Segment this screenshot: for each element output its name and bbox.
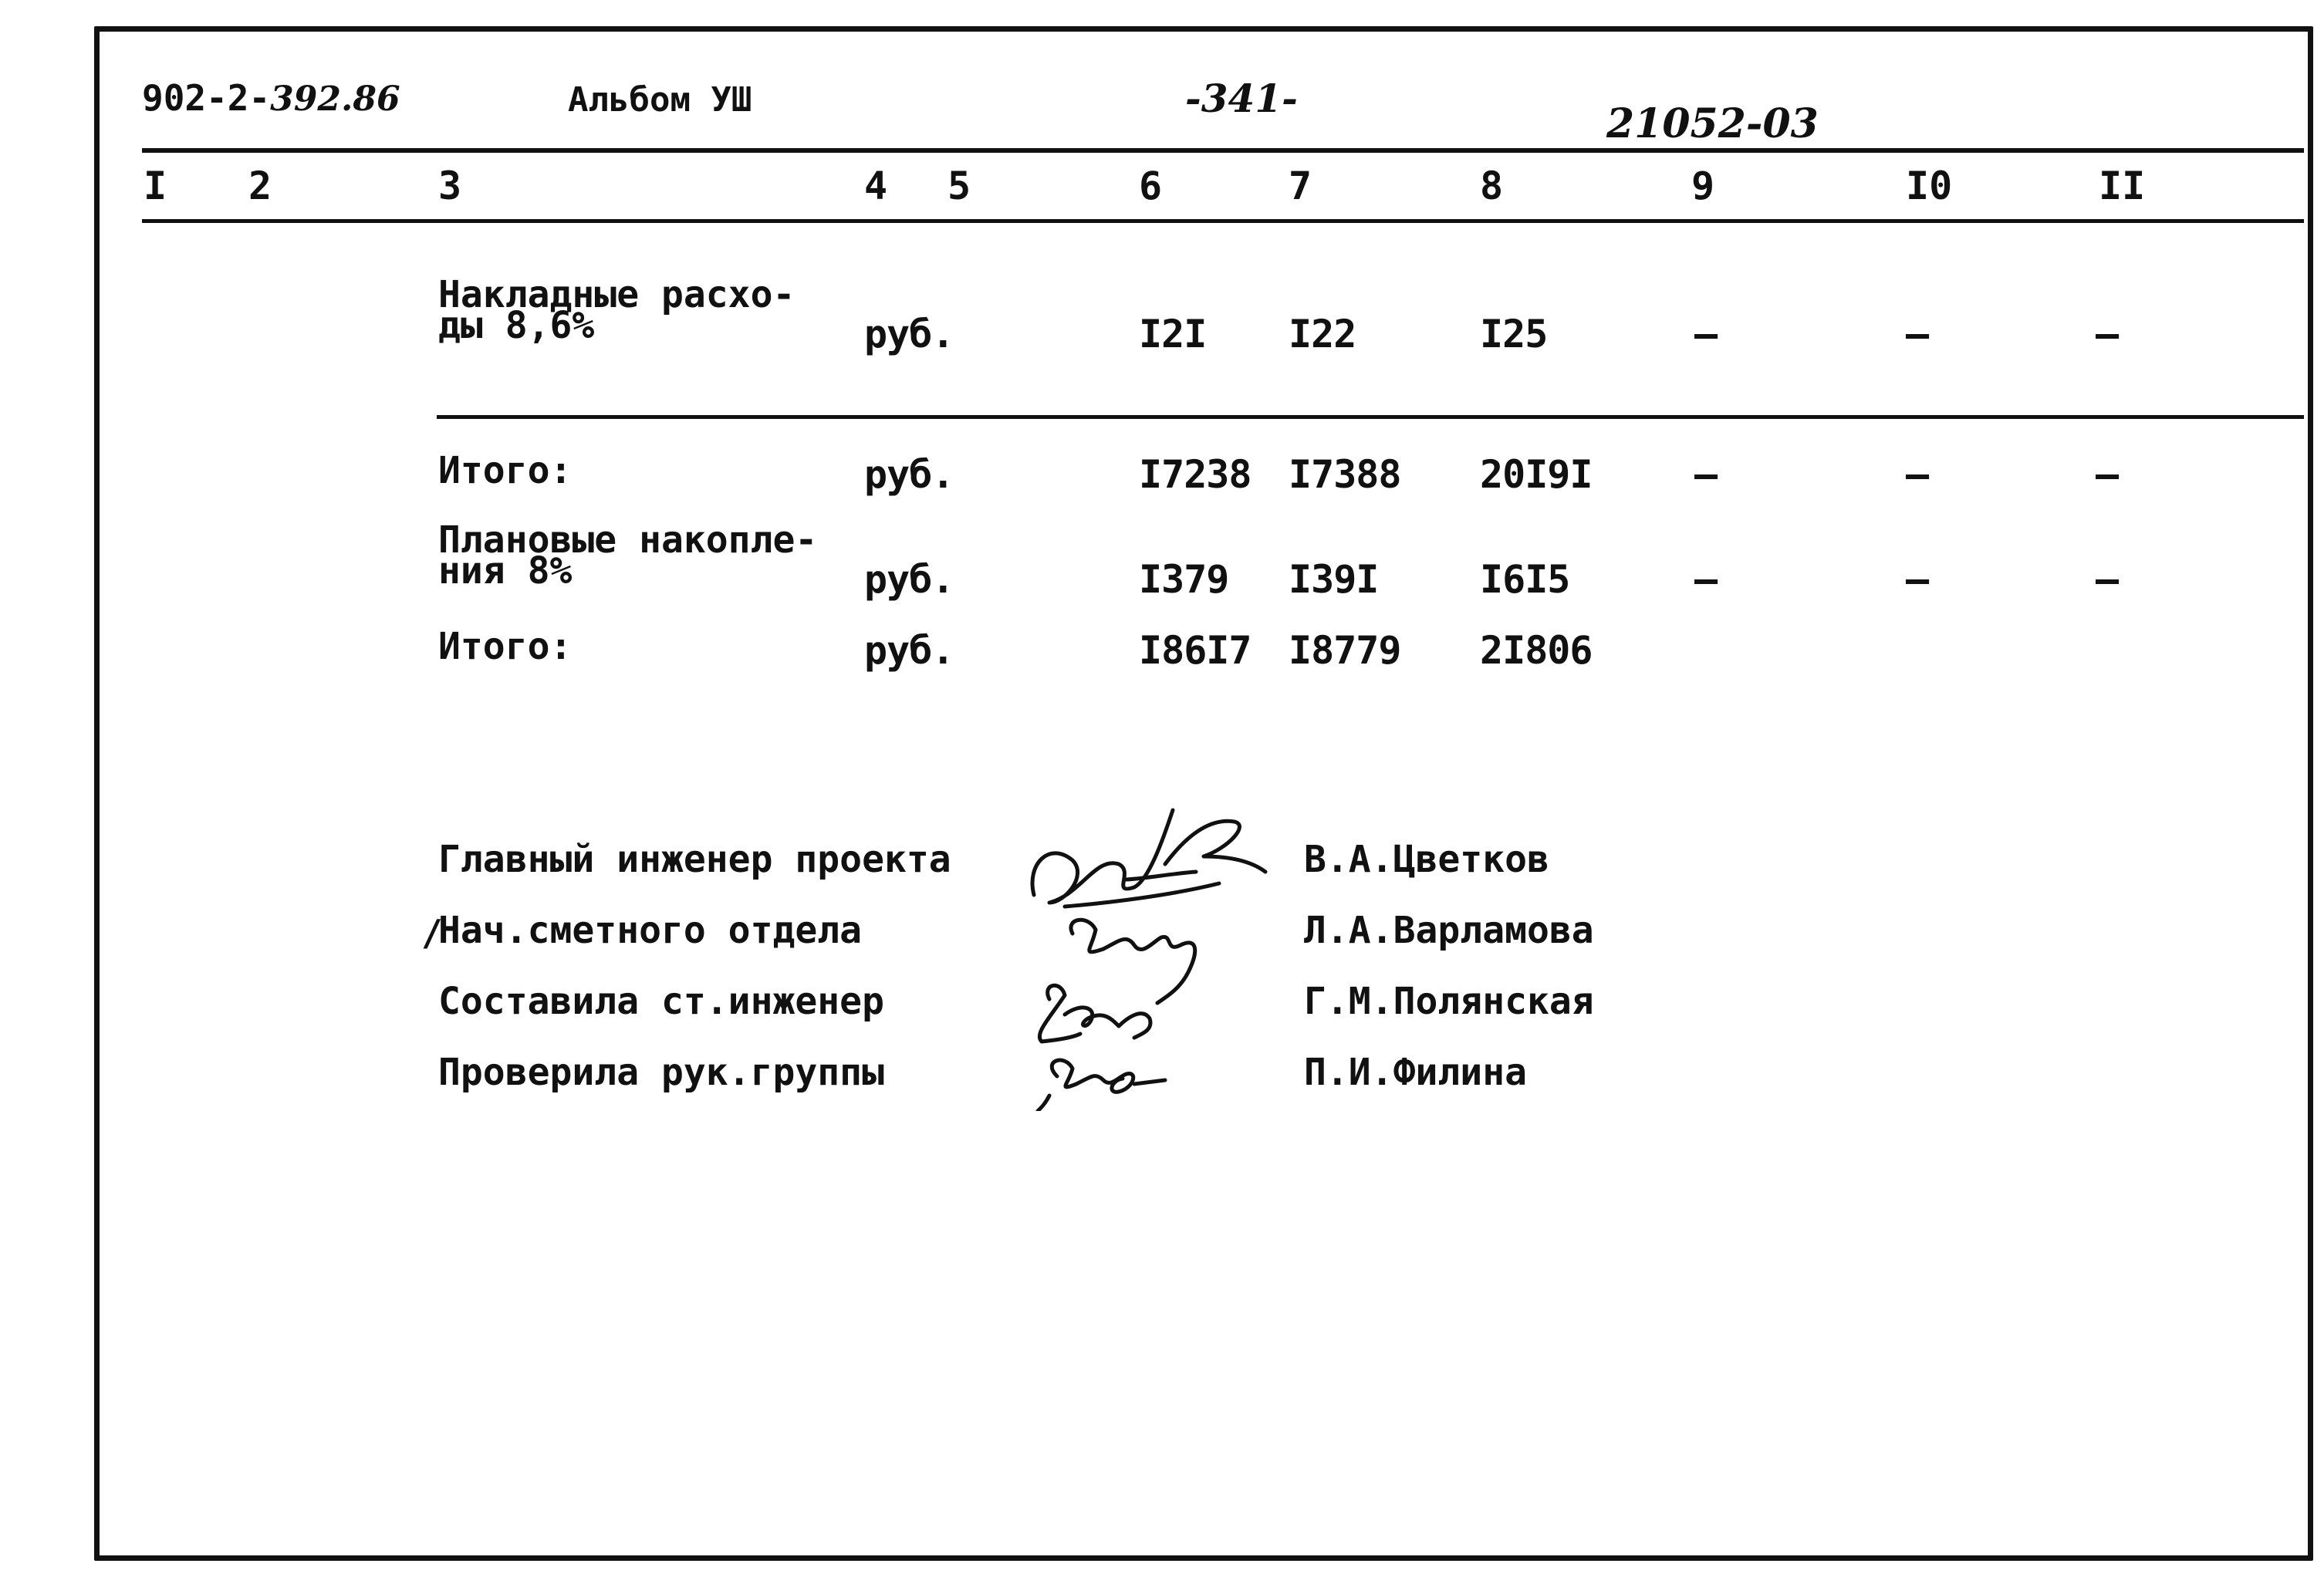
doc-code-printed: 902-2- xyxy=(142,77,271,119)
row-label: Плановые накопле- ния 8% xyxy=(438,518,818,593)
cell-col8: 2I806 xyxy=(1480,628,1593,673)
cell-col10: – xyxy=(1906,312,1930,356)
cell-col7: I22 xyxy=(1289,312,1356,356)
cell-col9: – xyxy=(1694,452,1718,497)
cell-col11: – xyxy=(2096,312,2120,356)
col-header-9: 9 xyxy=(1691,164,1715,208)
signature-name: П.И.Филина xyxy=(1304,1051,1527,1094)
margin-tick: / xyxy=(421,912,443,954)
page-number: -341- xyxy=(1185,76,1298,121)
cell-col11: – xyxy=(2096,452,2120,497)
signature-position: Главный инженер проекта xyxy=(438,838,951,881)
cell-col6: I379 xyxy=(1139,557,1229,602)
doc-code-handwritten: 392.86 xyxy=(270,79,400,119)
signature-4-stroke xyxy=(1038,1060,1165,1111)
signature-3-stroke xyxy=(1039,985,1150,1042)
col-header-5: 5 xyxy=(948,164,971,208)
cell-col6: I86I7 xyxy=(1139,628,1252,673)
col-header-1: I xyxy=(144,164,167,208)
row-unit: руб. xyxy=(864,452,954,497)
doc-code xyxy=(142,77,400,119)
col-header-7: 7 xyxy=(1289,164,1312,208)
cell-col7: I39I xyxy=(1289,557,1379,602)
cell-col10: – xyxy=(1906,452,1930,497)
row-unit: руб. xyxy=(864,628,954,673)
row-unit: руб. xyxy=(864,312,954,356)
col-header-8: 8 xyxy=(1480,164,1504,208)
row-label: Итого: xyxy=(438,449,573,492)
cell-col8: I6I5 xyxy=(1480,557,1570,602)
cell-col9: – xyxy=(1694,557,1718,602)
row-unit: руб. xyxy=(864,557,954,602)
col-header-3: 3 xyxy=(438,164,462,208)
project-number: 21052-03 xyxy=(1606,100,1819,147)
col-header-2: 2 xyxy=(248,164,272,208)
cell-col9: – xyxy=(1694,312,1718,356)
col-header-11: II xyxy=(2099,164,2146,208)
cell-col6: I2I xyxy=(1139,312,1207,356)
cell-col7: I8779 xyxy=(1289,628,1401,673)
signature-1-stroke xyxy=(1032,810,1265,907)
subtotal-rule xyxy=(437,415,2304,419)
cell-col8: I25 xyxy=(1480,312,1548,356)
cell-col11: – xyxy=(2096,557,2120,602)
signature-name: Г.М.Полянская xyxy=(1304,980,1594,1023)
cell-col10: – xyxy=(1906,557,1930,602)
cell-col8: 20I9I xyxy=(1480,452,1593,497)
row-label: Накладные расхо- ды 8,6% xyxy=(438,273,795,347)
column-header-rule xyxy=(142,219,2304,223)
row-label: Итого: xyxy=(438,625,573,668)
signature-2-stroke xyxy=(1071,920,1195,1003)
signature-name: В.А.Цветков xyxy=(1304,838,1549,881)
signature-position: Составила ст.инженер xyxy=(438,980,884,1023)
cell-col7: I7388 xyxy=(1289,452,1401,497)
col-header-10: I0 xyxy=(1906,164,1953,208)
signature-position: Нач.сметного отдела xyxy=(438,909,863,952)
signature-position: Проверила рук.группы xyxy=(438,1051,884,1094)
col-header-6: 6 xyxy=(1139,164,1163,208)
header-rule xyxy=(142,148,2304,153)
album-title: Альбом УШ xyxy=(568,80,752,120)
signature-name: Л.А.Варламова xyxy=(1304,909,1594,952)
cell-col6: I7238 xyxy=(1139,452,1252,497)
col-header-4: 4 xyxy=(864,164,888,208)
handwritten-signatures xyxy=(1018,787,1296,1111)
